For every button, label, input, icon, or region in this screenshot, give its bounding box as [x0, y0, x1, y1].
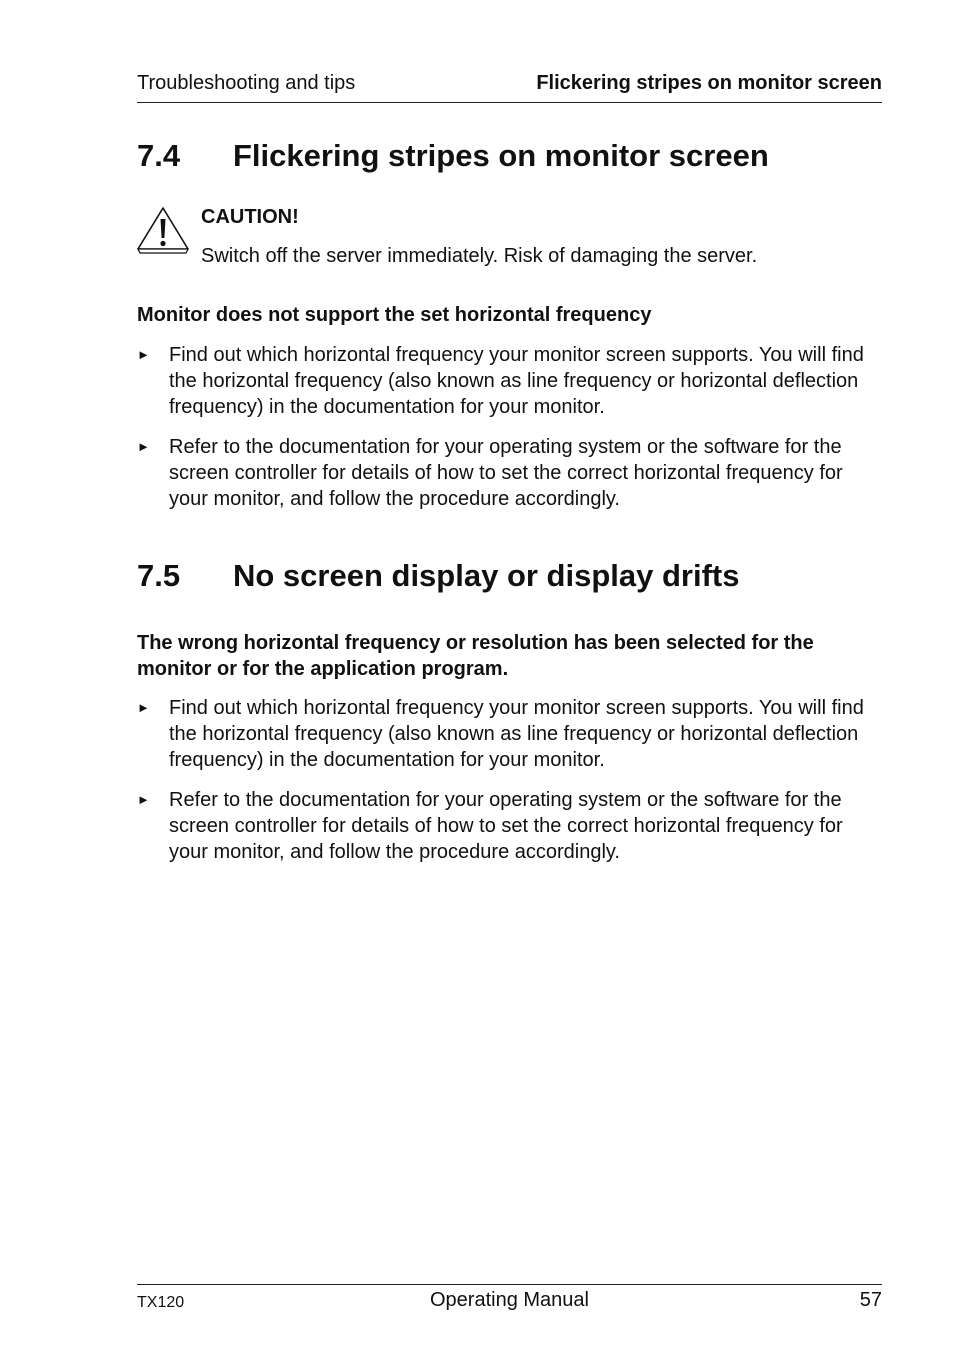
section-7-4-subheading: Monitor does not support the set horizontal frequency — [137, 304, 652, 326]
caution-text: Switch off the server immediately. Risk of damaging the server. — [201, 245, 758, 267]
list-item — [137, 434, 882, 512]
header-chapter: Troubleshooting and tips — [137, 72, 356, 94]
page-header — [137, 72, 882, 103]
section-7-4-bullets — [137, 342, 882, 526]
list-item — [137, 695, 882, 773]
section-7-4-heading: Flickering stripes on monitor screen — [233, 138, 769, 173]
list-item-text: Refer to the documentation for your operating system or the software for the screen controller for details of how to set the correct horizontal frequency for your monitor, and follow the procedure accordingly. — [169, 789, 843, 863]
bullet-arrow-icon: ► — [137, 347, 150, 362]
caution-label: CAUTION! — [201, 206, 299, 228]
footer-manual-title: Operating Manual — [430, 1289, 589, 1311]
list-item-text: Find out which horizontal frequency your monitor screen supports. You will find the horizontal frequency (also known as line frequency or horizontal deflection frequency) in the documentation for your monitor. — [169, 344, 864, 418]
list-item — [137, 342, 882, 420]
bullet-arrow-icon: ► — [137, 700, 150, 715]
bullet-arrow-icon: ► — [137, 439, 150, 454]
page-footer — [137, 1284, 882, 1315]
section-7-5-number: 7.5 — [137, 558, 181, 593]
section-7-5-bullets — [137, 695, 882, 879]
list-item — [137, 787, 882, 865]
page-number: 57 — [859, 1289, 882, 1311]
section-7-4-title — [137, 138, 769, 174]
section-7-5-subheading: The wrong horizontal frequency or resolution has been selected for the monitor or for the application program. — [137, 632, 814, 680]
footer-product: TX120 — [137, 1294, 185, 1311]
header-section: Flickering stripes on monitor screen — [536, 72, 882, 94]
list-item-text: Find out which horizontal frequency your monitor screen supports. You will find the horizontal frequency (also known as line frequency or horizontal deflection frequency) in the documentation for your monitor. — [169, 697, 864, 771]
warning-triangle-icon — [135, 205, 191, 257]
list-item-text: Refer to the documentation for your operating system or the software for the screen controller for details of how to set the correct horizontal frequency for your monitor, and follow the procedure accordingly. — [169, 436, 843, 510]
bullet-arrow-icon: ► — [137, 792, 150, 807]
section-7-4-number: 7.4 — [137, 138, 181, 173]
section-7-5-title — [137, 558, 740, 594]
section-7-5-heading: No screen display or display drifts — [233, 558, 740, 593]
